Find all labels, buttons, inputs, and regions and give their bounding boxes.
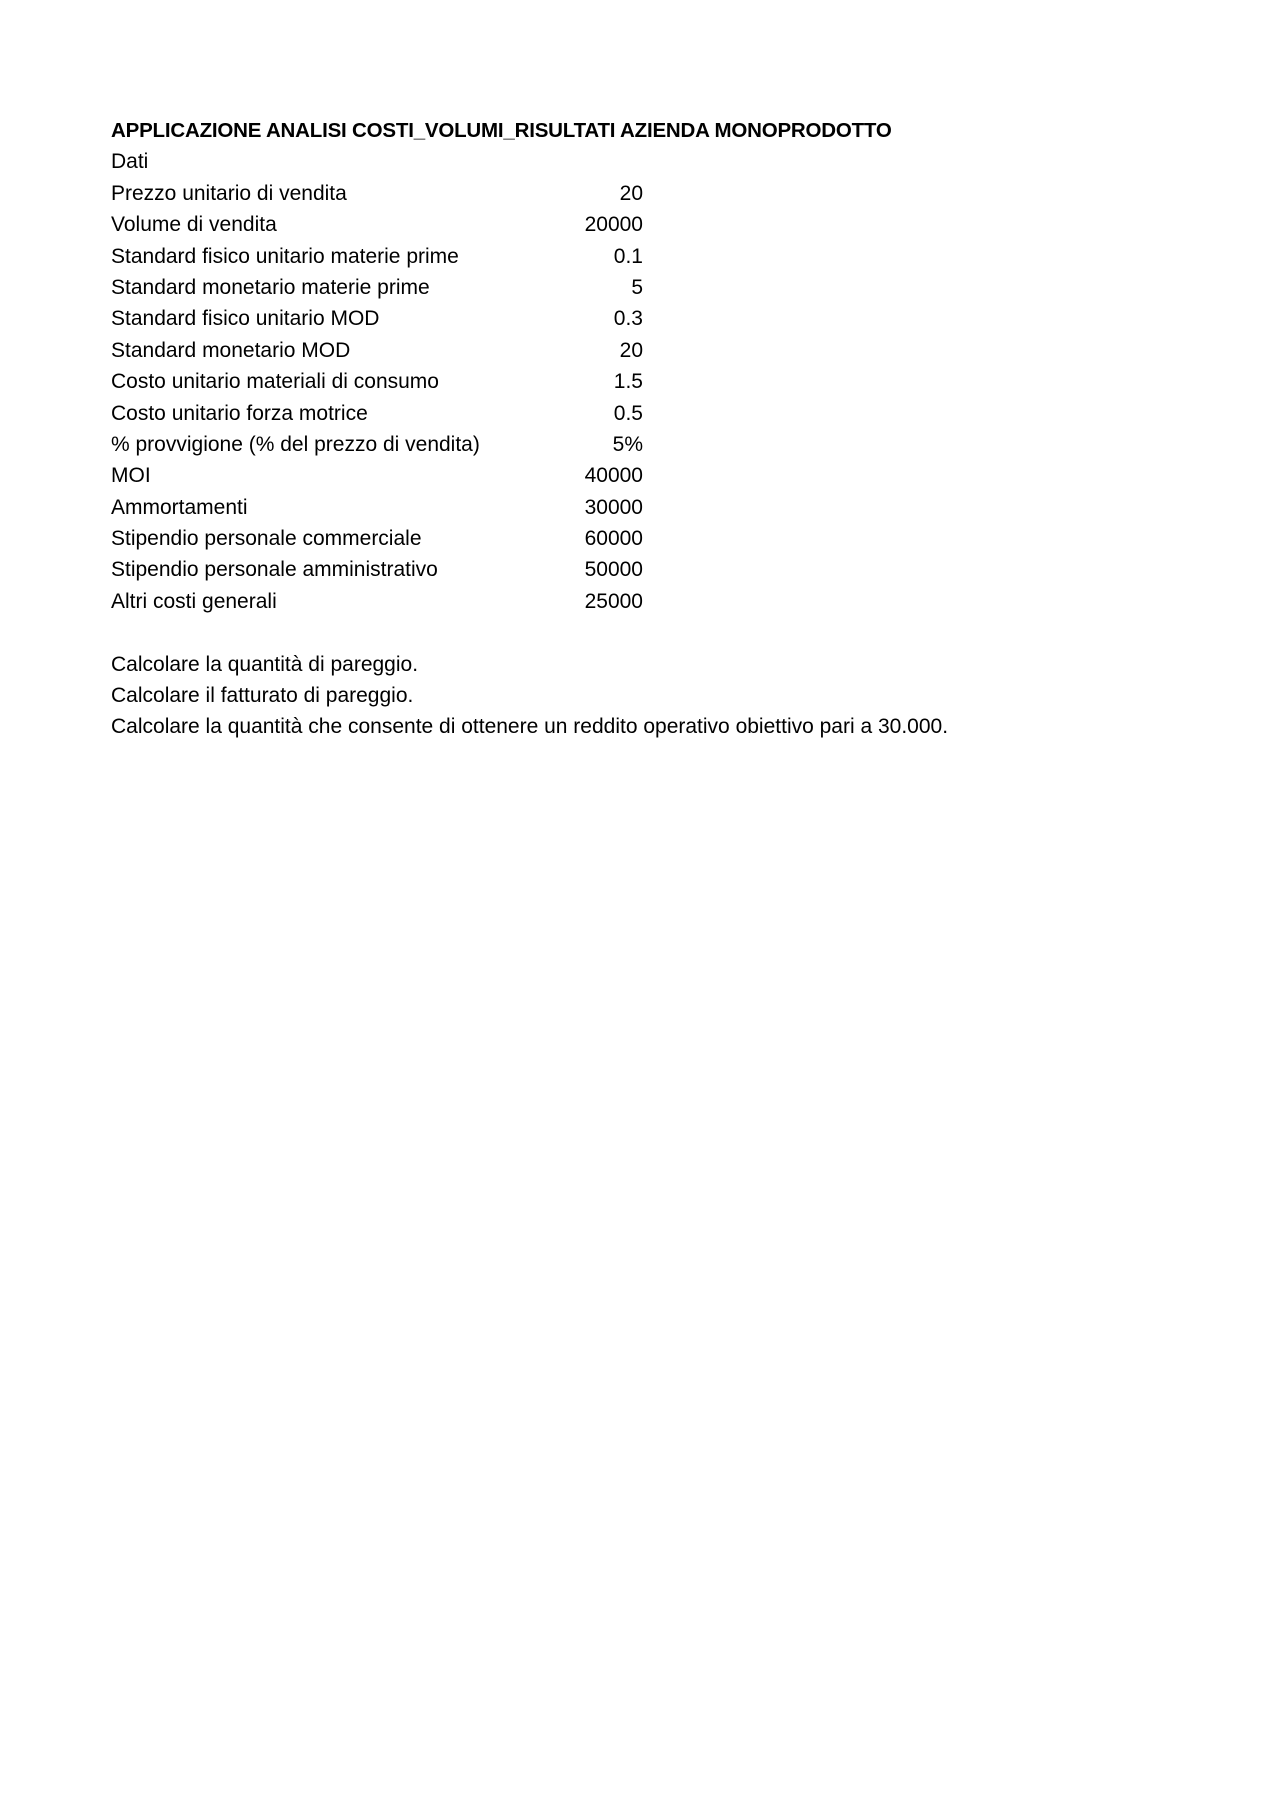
sheet-title: APPLICAZIONE ANALISI COSTI_VOLUMI_RISULTATI AZIENDA MONOPRODOTTO (111, 119, 892, 142)
row-value: 20000 (584, 213, 643, 237)
row-value: 60000 (584, 527, 643, 551)
row-value: 20 (619, 181, 643, 205)
task-item: Calcolare la quantità che consente di ottenere un reddito operativo obiettivo pari a 30.000. (111, 715, 949, 739)
row-value: 20 (619, 338, 643, 362)
row-value: 40000 (584, 464, 643, 488)
row-value: 0.1 (613, 244, 643, 268)
table-row (111, 398, 1211, 429)
table-row (111, 178, 1211, 209)
row-label: Volume di vendita (111, 213, 277, 237)
row-label: Standard fisico unitario MOD (111, 307, 380, 331)
table-row (111, 586, 1211, 617)
row-label: Standard fisico unitario materie prime (111, 244, 459, 268)
table-row (111, 429, 1211, 460)
table-row (111, 460, 1211, 491)
table-row (111, 492, 1211, 523)
table-row (111, 241, 1211, 272)
table-row (111, 303, 1211, 334)
section-label: Dati (111, 150, 149, 174)
row-label: Ammortamenti (111, 495, 248, 519)
blank-row (111, 617, 1211, 648)
table-row (111, 209, 1211, 240)
row-label: Stipendio personale amministrativo (111, 558, 438, 582)
row-label: % provvigione (% del prezzo di vendita) (111, 432, 480, 456)
task-list (111, 649, 1211, 743)
table-row (111, 554, 1211, 585)
row-label: Stipendio personale commerciale (111, 527, 422, 551)
task-item: Calcolare la quantità di pareggio. (111, 652, 419, 676)
table-row (111, 366, 1211, 397)
row-value: 5 (631, 275, 643, 299)
row-label: Prezzo unitario di vendita (111, 181, 347, 205)
table-row (111, 523, 1211, 554)
table-row (111, 272, 1211, 303)
row-label: Altri costi generali (111, 589, 277, 613)
row-label: Costo unitario materiali di consumo (111, 370, 439, 394)
row-label: MOI (111, 464, 151, 488)
row-value: 1.5 (613, 370, 643, 394)
table-row (111, 335, 1211, 366)
spreadsheet-printout (111, 115, 1211, 743)
row-value: 50000 (584, 558, 643, 582)
row-value: 0.5 (613, 401, 643, 425)
row-value: 0.3 (613, 307, 643, 331)
row-value: 25000 (584, 589, 643, 613)
row-label: Costo unitario forza motrice (111, 401, 368, 425)
task-item: Calcolare il fatturato di pareggio. (111, 684, 414, 708)
row-value: 30000 (584, 495, 643, 519)
row-value: 5% (612, 432, 643, 456)
data-table (111, 178, 1211, 617)
row-label: Standard monetario materie prime (111, 275, 430, 299)
row-label: Standard monetario MOD (111, 338, 351, 362)
